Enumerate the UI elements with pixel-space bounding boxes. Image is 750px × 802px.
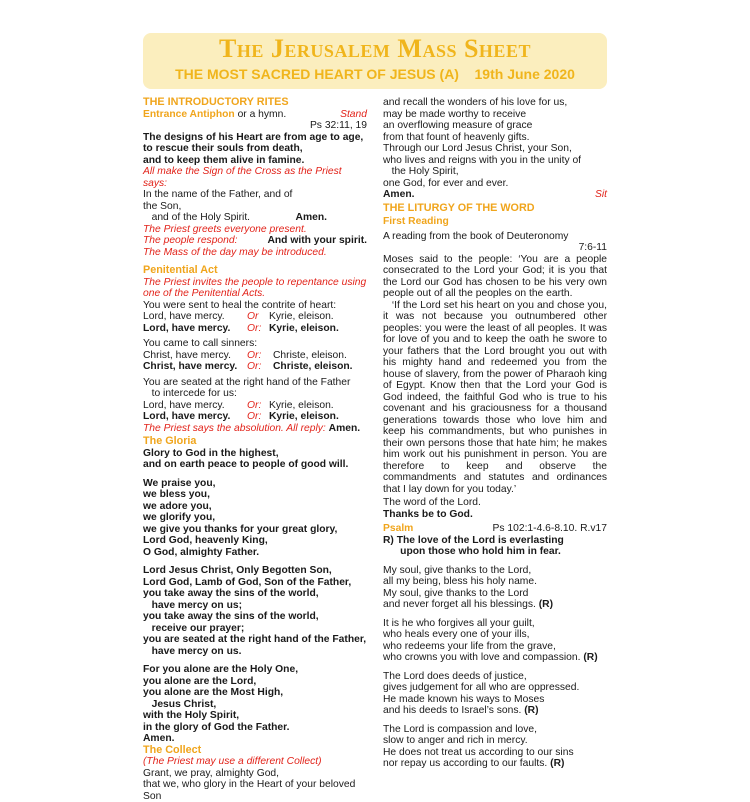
sent-heal: You were sent to heal the contrite of heart: <box>143 300 367 312</box>
absolution-line: The Priest says the absolution. All reply: Amen. <box>143 423 367 435</box>
seated-right-hand: You are seated at the right hand of the Father to intercede for us: <box>143 377 367 400</box>
psalm-verse-2: It is he who forgives all your guilt, who heals every one of your ills, who redeems your life from the grave, who crowns you with love and compassion. (R) <box>383 618 607 664</box>
people-respond: The people respond: <box>143 235 237 247</box>
collect-text: Grant, we pray, almighty God, that we, who glory in the Heart of your beloved Son <box>143 768 367 802</box>
title-banner <box>143 33 607 89</box>
call-sinners: You came to call sinners: <box>143 338 367 350</box>
and-with-your-spirit: And with your spirit. <box>267 235 367 247</box>
liturgy-heading: THE LITURGY OF THE WORD <box>383 203 607 215</box>
amen-response: Amen. <box>296 212 327 224</box>
entrance-hymn-note: or a hymn. <box>235 109 287 120</box>
psalm-response: R) The love of the Lord is everlasting upon those who hold him in fear. <box>383 535 607 558</box>
mass-intro-note: The Mass of the day may be introduced. <box>143 247 367 259</box>
kyrie-line-1: Lord, have mercy. Or Kyrie, eleison. <box>143 311 367 323</box>
gloria-text-4: For you alone are the Holy One, you alone are the Lord, you alone are the Most High, Jesus Christ, with the Holy Spirit, in the glory of God the Father. Amen. <box>143 664 367 745</box>
gloria-heading: The Gloria <box>143 436 367 448</box>
penitential-instruction: The Priest invites the people to repentance using one of the Penitential Acts. <box>143 277 367 300</box>
right-column <box>383 97 607 770</box>
intro-rites-heading: THE INTRODUCTORY RITES <box>143 97 367 109</box>
sign-cross-instruction: All make the Sign of the Cross as the Priest says: <box>143 166 367 189</box>
gloria-text-1: Glory to God in the highest, and on earth peace to people of good will. <box>143 448 367 471</box>
gloria-text-2: We praise you, we bless you, we adore you, we glorify you, we give you thanks for your great glory, Lord God, heavenly King, O God, almighty Father. <box>143 478 367 559</box>
stand-instruction: Stand <box>340 109 367 121</box>
word-of-lord: The word of the Lord. <box>383 497 607 509</box>
kyrie-line-3: Lord, have mercy. Or: Kyrie, eleison. <box>143 400 367 412</box>
psalm-line <box>383 523 607 535</box>
people-respond-line <box>143 235 367 247</box>
reading-text: Moses said to the people: ‘You are a people consecrated to the Lord your God; it is you that the Lord our God has chosen to be his very own people out of all the peoples on the earth. ‘If the Lord set his heart on you and chose you, it was not because you outnumbered other peoples: you were the least of all peoples. It was for love of you and to keep the oath he swore to your fathers that the Lord brought you out with his mighty hand and redeemed you from the house of slavery, from the power of Pharaoh king of Egypt. Know then that the Lord your God is God indeed, the faithful God who is true to his covenant and his graciousness for a thousand generations towards those who love him and keep his commandments, but who punishes in their own persons those that hate him; he makes him work out his punishment in person. You are therefore to keep and observe the commandments and statutes and ordinances that I lay down for you today.’ <box>383 254 607 496</box>
sheet-subtitle: THE MOST SACRED HEART OF JESUS (A) 19th June 2020 <box>143 64 607 84</box>
thanks-be-to-god: Thanks be to God. <box>383 509 607 521</box>
entrance-antiphon-line <box>143 109 367 121</box>
amen-sit-line <box>383 189 607 201</box>
reading-from: A reading from the book of Deuteronomy <box>383 231 607 243</box>
penitential-heading: Penitential Act <box>143 265 367 277</box>
in-the-name-text: In the name of the Father, and of the Son, and of the Holy Spirit. <box>143 189 296 224</box>
left-column <box>143 97 367 802</box>
sit-instruction: Sit <box>595 189 607 201</box>
collect-note: (The Priest may use a different Collect) <box>143 756 367 768</box>
collect-heading: The Collect <box>143 745 367 757</box>
psalm-reference: Ps 32:11, 19 <box>143 120 367 132</box>
christe-line-2: Christ, have mercy. Or: Christe, eleison. <box>143 361 367 373</box>
psalm-heading: Psalm <box>383 523 413 535</box>
antiphon-text: The designs of his Heart are from age to age, to rescue their souls from death, and to keep them alive in famine. <box>143 132 367 167</box>
entrance-antiphon-label: Entrance Antiphon <box>143 109 235 120</box>
reading-reference: 7:6-11 <box>383 242 607 254</box>
christe-line-1: Christ, have mercy. Or: Christe, eleison. <box>143 350 367 362</box>
psalm-reference: Ps 102:1-4.6-8.10. R.v17 <box>493 523 607 535</box>
gloria-text-3: Lord Jesus Christ, Only Begotten Son, Lord God, Lamb of God, Son of the Father, you take away the sins of the world, have mercy on us; you take away the sins of the world, receive our prayer; you are seated at the right hand of the Father, have mercy on us. <box>143 565 367 657</box>
priest-greets: The Priest greets everyone present. <box>143 224 367 236</box>
sheet-title: The Jerusalem Mass Sheet <box>143 34 607 64</box>
first-reading-heading: First Reading <box>383 216 607 228</box>
kyrie-line-2: Lord, have mercy. Or: Kyrie, eleison. <box>143 323 367 335</box>
in-the-name-block <box>143 189 367 224</box>
psalm-verse-4: The Lord is compassion and love, slow to anger and rich in mercy. He does not treat us according to our sins nor repay us according to our faults. (R) <box>383 724 607 770</box>
collect-continued: and recall the wonders of his love for us, may be made worthy to receive an overflowing measure of grace from that fount of heavenly gifts. Through our Lord Jesus Christ, your Son, who lives and reigns with you in the unity of the Holy Spirit, one God, for ever and ever. <box>383 97 607 189</box>
psalm-verse-3: The Lord does deeds of justice, gives judgement for all who are oppressed. He made known his ways to Moses and his deeds to Israel’s sons. (R) <box>383 671 607 717</box>
collect-amen: Amen. <box>383 189 414 201</box>
psalm-verse-1: My soul, give thanks to the Lord, all my being, bless his holy name. My soul, give thanks to the Lord and never forget all his blessings. (R) <box>383 565 607 611</box>
kyrie-line-4: Lord, have mercy. Or: Kyrie, eleison. <box>143 411 367 423</box>
